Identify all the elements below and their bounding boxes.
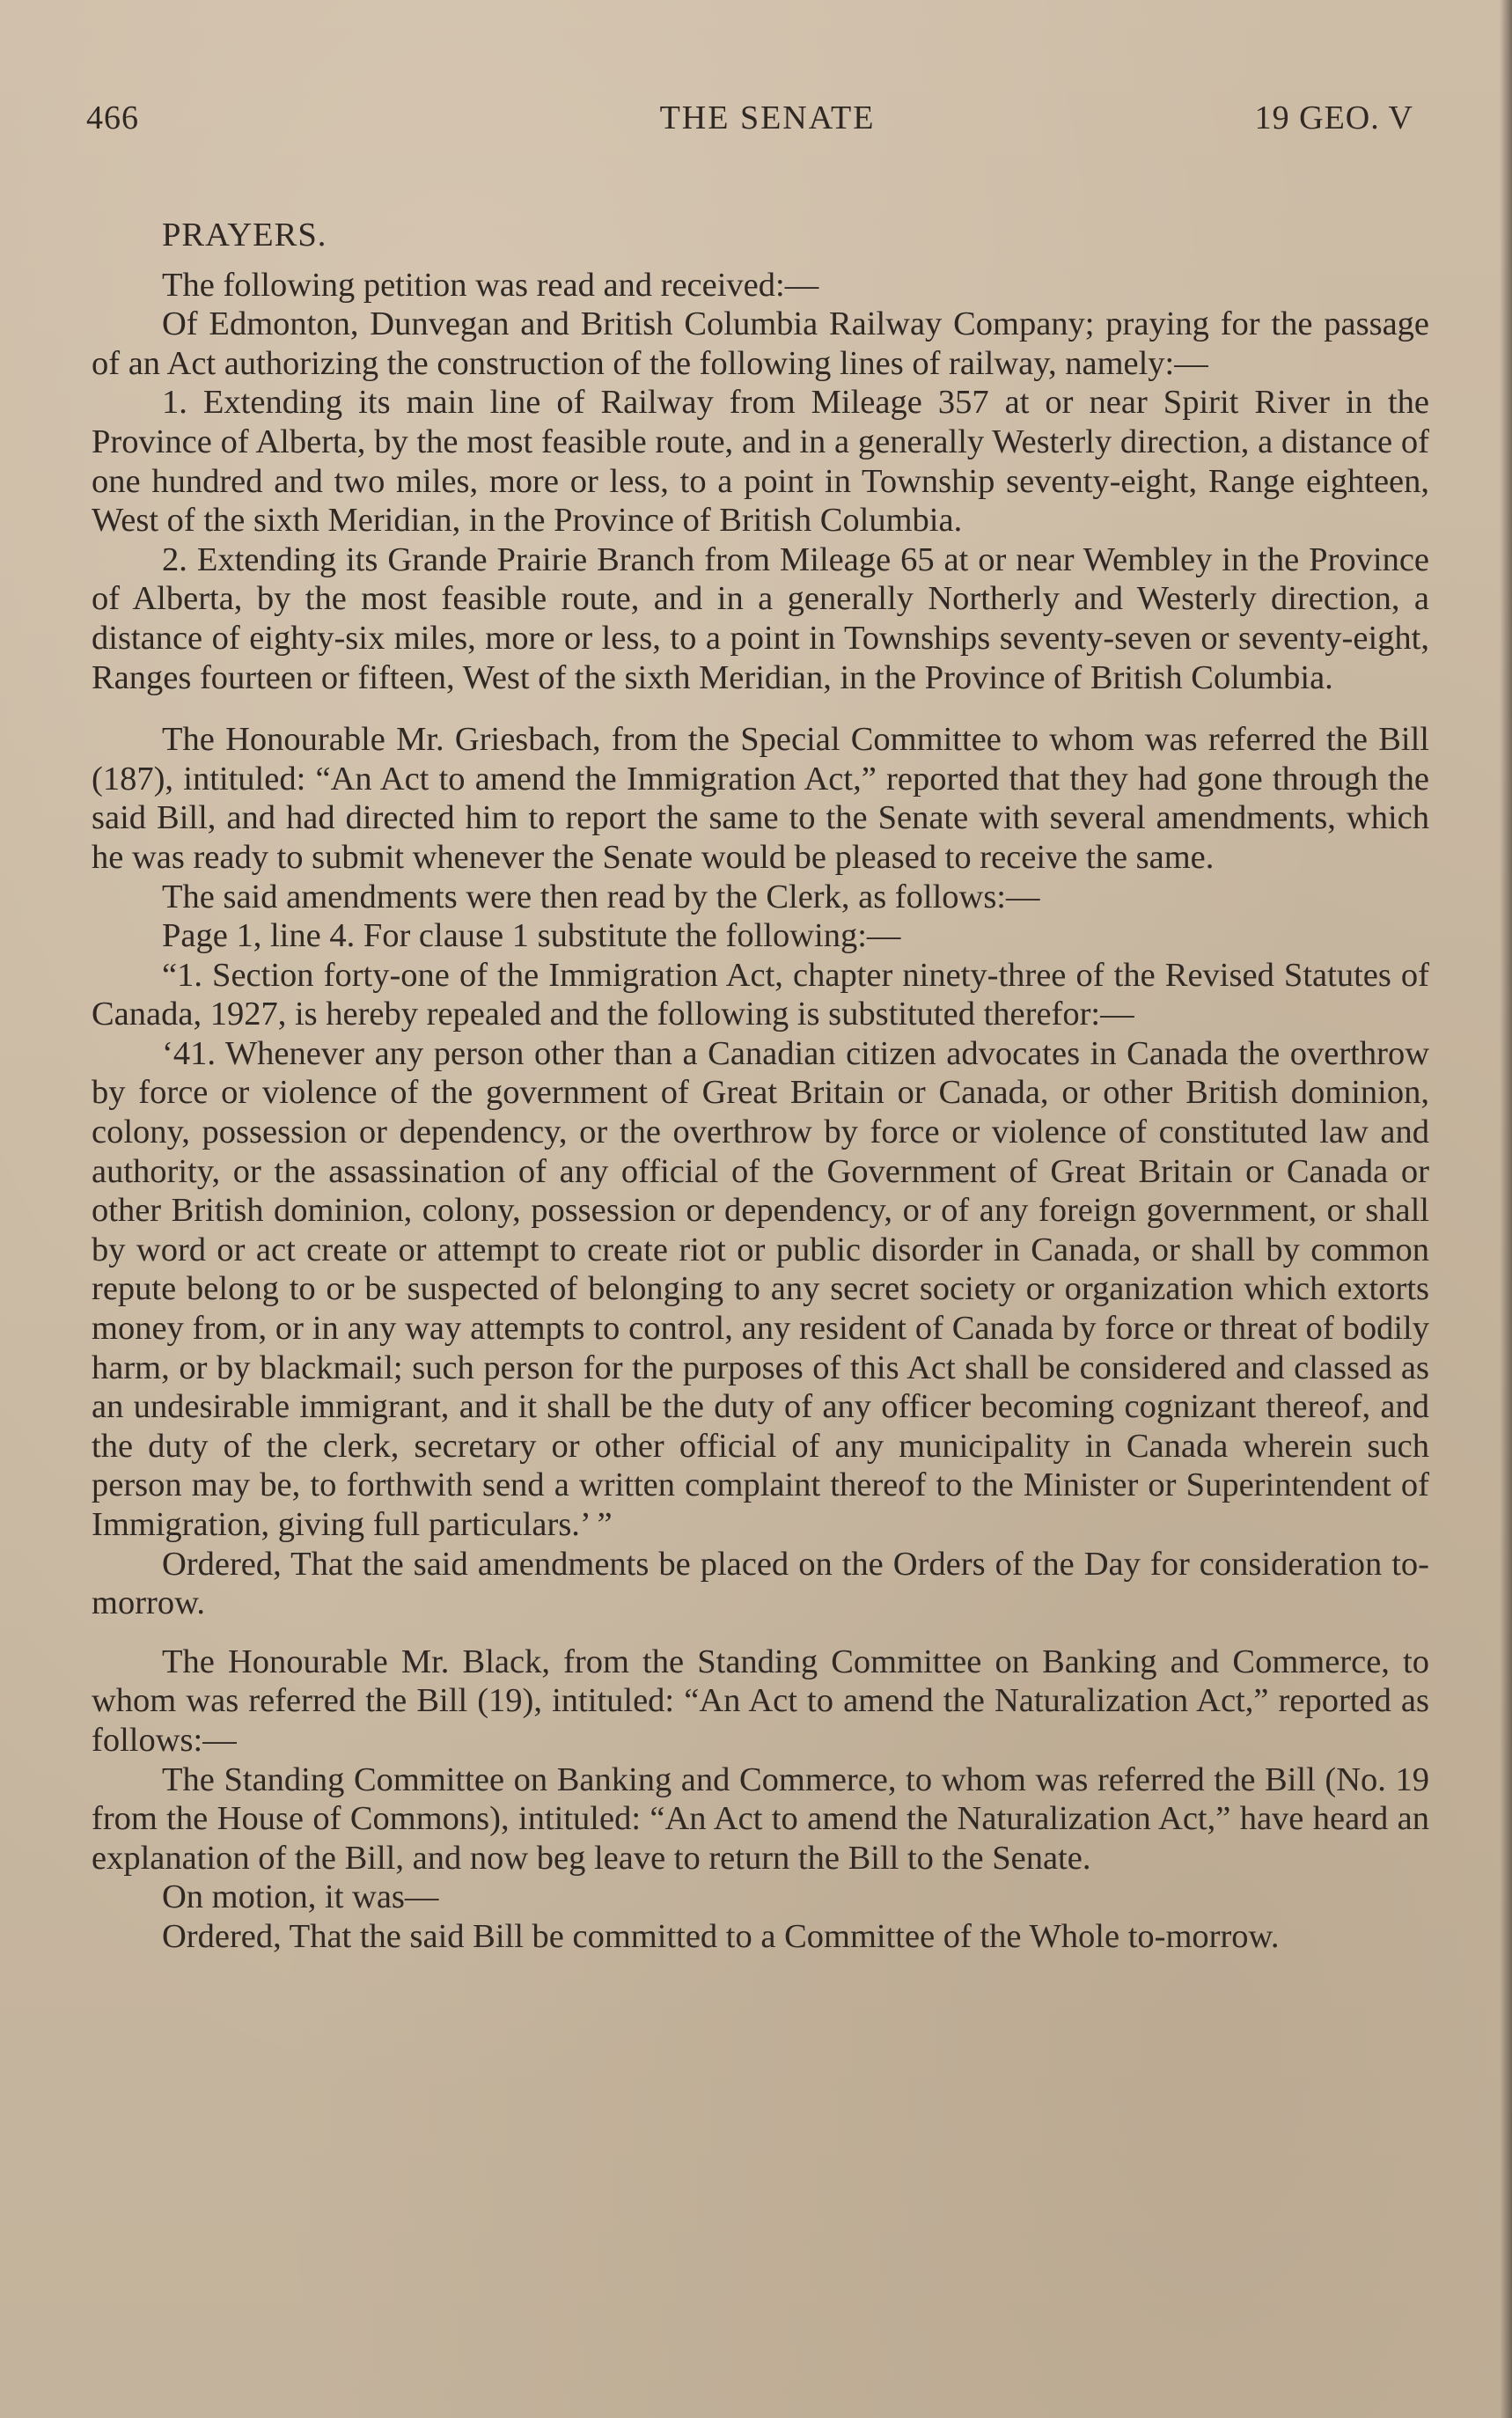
paragraph-griesbach-report: The Honourable Mr. Griesbach, from the Special Committee to whom was referred the Bill (187), intituled: “An Act to amend the Immigration Act,” reported that they had gone through the said Bill, and had directed him to report the same to the Senate with several amendments, which he was ready to submit whenever the Senate would be pleased to receive the same. — [92, 721, 1429, 876]
section-heading-prayers: PRAYERS. — [162, 217, 327, 254]
paragraph-section-41-intro: “1. Section forty-one of the Immigration Act, chapter ninety-three of the Revised Statutes of Canada, 1927, is hereby repealed and the following is substituted therefor:— — [92, 956, 1429, 1033]
regnal-year: 19 GEO. V — [1254, 99, 1413, 136]
page-edge-shadow — [1500, 0, 1512, 2418]
paragraph-amendments-read: The said amendments were then read by the Clerk, as follows:— — [162, 878, 1040, 915]
page-number: 466 — [86, 99, 139, 136]
running-title: THE SENATE — [659, 99, 876, 136]
paragraph-ordered-amendments: Ordered, That the said amendments be placed on the Orders of the Day for consideration to-morrow. — [92, 1545, 1429, 1622]
page-body — [92, 216, 1429, 1957]
paragraph-railway-item-1: 1. Extending its main line of Railway from Mileage 357 at or near Spirit River in the Province of Alberta, by the most feasible route, and in a generally Westerly direction, a distance of one hundred and two miles, more or less, to a point in Township seventy-eight, Range eighteen, West of the sixth Meridian, in the Province of British Columbia. — [92, 384, 1429, 540]
paragraph-section-41-text: ‘41. Whenever any person other than a Canadian citizen advocates in Canada the overthrow by force or violence of the government of Great Britain or Canada, or other British dominion, colony, possession or dependency, or the overthrow by force or violence of constituted law and authority, or the assassination of any official of the Government of Great Britain or Canada or other British dominion, colony, possession or dependency, or of any foreign government, or shall by word or act create or attempt to create riot or public disorder in Canada, or shall by common repute belong to or be suspected of belonging to any secret society or organization which extorts money from, or in any way attempts to control, any resident of Canada by force or threat of bodily harm, or by blackmail; such person for the purposes of this Act shall be considered and classed as an undesirable immigrant, and it shall be the duty of any officer becoming cognizant thereof, and the duty of the clerk, secretary or other official of any municipality in Canada wherein such person may be, to forthwith send a written complaint thereof to the Minister or Superintendent of Immigration, giving full particulars.’ ” — [92, 1034, 1429, 1543]
paragraph-on-motion: On motion, it was— — [162, 1878, 439, 1916]
paragraph-petition-text: Of Edmonton, Dunvegan and British Columbia Railway Company; praying for the passage of an Act authorizing the construction of the following lines of railway, namely:— — [92, 305, 1429, 382]
paragraph-ordered-committee: Ordered, That the said Bill be committed to a Committee of the Whole to-morrow. — [162, 1917, 1280, 1955]
paragraph-petition-received: The following petition was read and received:— — [162, 266, 819, 304]
paragraph-committee-report: The Standing Committee on Banking and Commerce, to whom was referred the Bill (No. 19 from the House of Commons), intituled: “An Act to amend the Naturalization Act,” have heard an explanation of the Bill, and now beg leave to return the Bill to the Senate. — [92, 1760, 1429, 1877]
paragraph-railway-item-2: 2. Extending its Grande Prairie Branch from Mileage 65 at or near Wembley in the Province of Alberta, by the most feasible route, and in a generally Northerly and Westerly direction, a distance of eighty-six miles, more or less, to a point in Townships seventy-seven or seventy-eight, Ranges fourteen or fifteen, West of the sixth Meridian, in the Province of British Columbia. — [92, 540, 1429, 696]
running-header — [86, 99, 1413, 148]
paragraph-black-report: The Honourable Mr. Black, from the Standing Committee on Banking and Commerce, to whom was referred the Bill (19), intituled: “An Act to amend the Naturalization Act,” reported as follows:— — [92, 1643, 1429, 1759]
paragraph-page-line: Page 1, line 4. For clause 1 substitute the following:— — [162, 917, 901, 955]
